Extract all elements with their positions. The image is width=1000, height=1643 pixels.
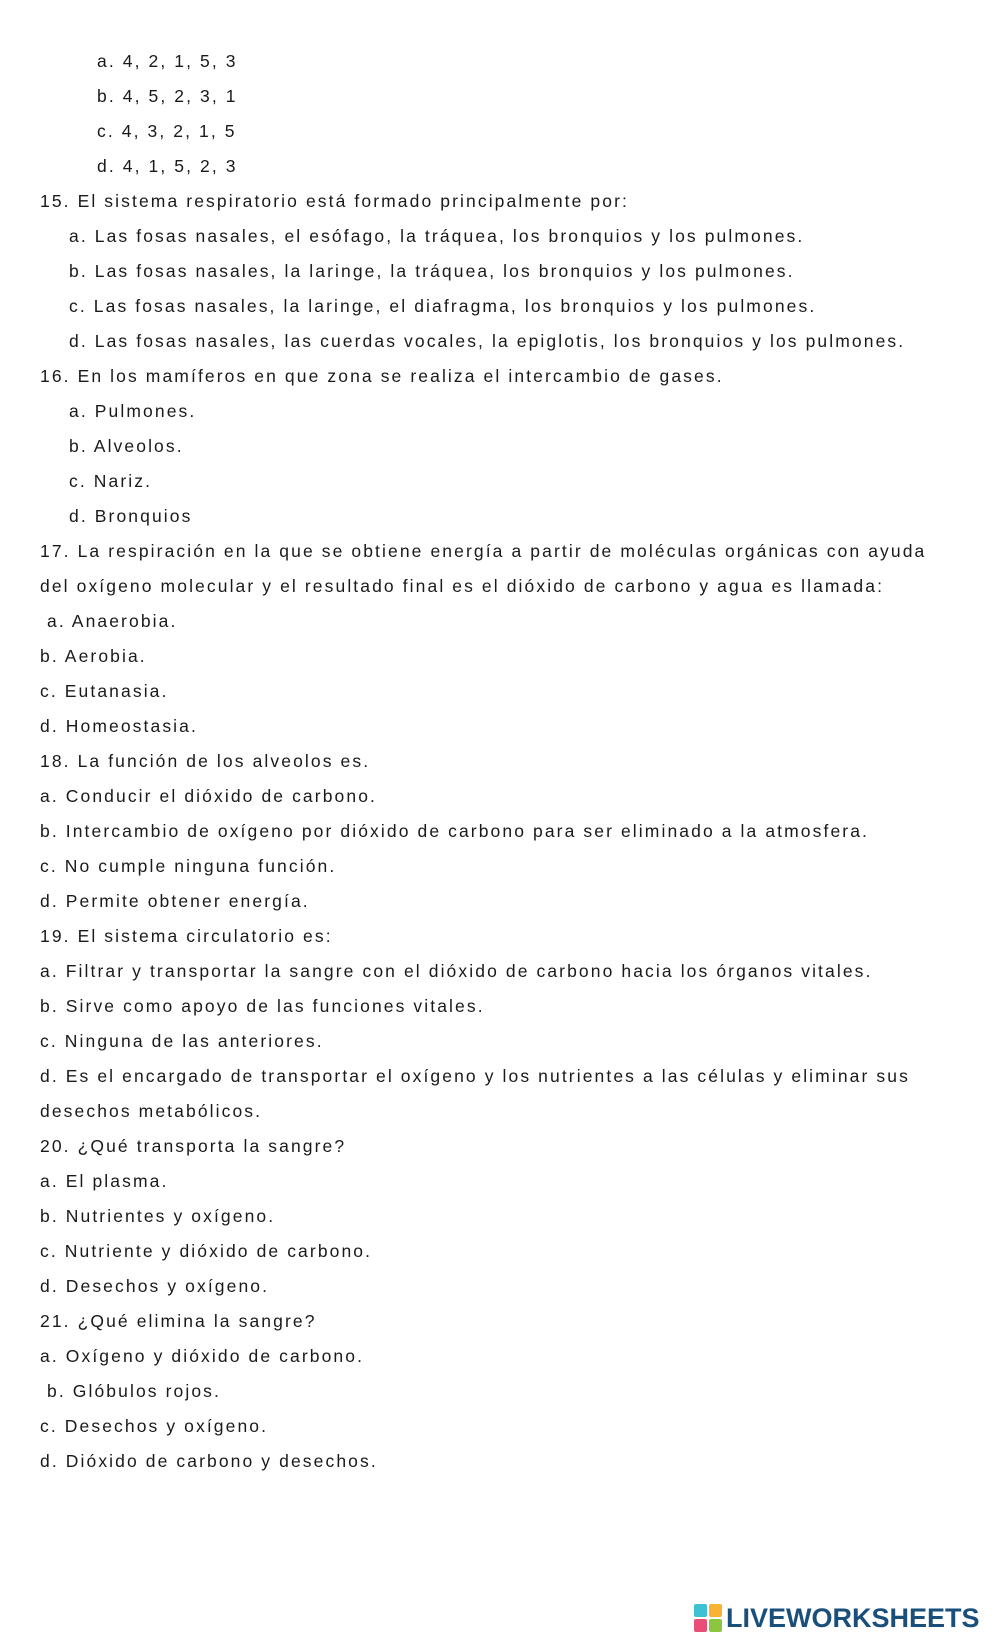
q17-option-b: b. Aerobia.	[40, 646, 147, 666]
q19-option-d-line-1: d. Es el encargado de transportar el oxígeno y los nutrientes a las células y eliminar sus	[40, 1066, 910, 1086]
q19-option-a: a. Filtrar y transportar la sangre con el dióxido de carbono hacia los órganos vitales.	[40, 961, 873, 981]
q18-option-b: b. Intercambio de oxígeno por dióxido de carbono para ser eliminado a la atmosfera.	[40, 821, 869, 841]
q16-question: 16. En los mamíferos en que zona se realiza el intercambio de gases.	[40, 366, 724, 386]
q14-option-a: a. 4, 2, 1, 5, 3	[97, 51, 238, 71]
q20-option-d: d. Desechos y oxígeno.	[40, 1276, 270, 1296]
q19-question: 19. El sistema circulatorio es:	[40, 926, 333, 946]
q19-option-b: b. Sirve como apoyo de las funciones vitales.	[40, 996, 485, 1016]
q14-option-c: c. 4, 3, 2, 1, 5	[97, 121, 237, 141]
q17-question-line-1: 17. La respiración en la que se obtiene energía a partir de moléculas orgánicas con ayuda	[40, 541, 927, 561]
q14-option-b: b. 4, 5, 2, 3, 1	[97, 86, 238, 106]
q18-option-c: c. No cumple ninguna función.	[40, 856, 337, 876]
q18-option-a: a. Conducir el dióxido de carbono.	[40, 786, 377, 806]
q17-option-a: a. Anaerobia.	[47, 611, 178, 631]
liveworksheets-brand	[694, 1601, 980, 1635]
q21-option-a: a. Oxígeno y dióxido de carbono.	[40, 1346, 365, 1366]
q19-option-c: c. Ninguna de las anteriores.	[40, 1031, 324, 1051]
q18-option-d: d. Permite obtener energía.	[40, 891, 310, 911]
q20-question: 20. ¿Qué transporta la sangre?	[40, 1136, 347, 1156]
q17-question-line-2: del oxígeno molecular y el resultado final es el dióxido de carbono y agua es llamada:	[40, 576, 885, 596]
q16-option-b: b. Alveolos.	[69, 436, 184, 456]
q15-option-d: d. Las fosas nasales, las cuerdas vocales, la epiglotis, los bronquios y los pulmones.	[69, 331, 906, 351]
q20-option-c: c. Nutriente y dióxido de carbono.	[40, 1241, 373, 1261]
q18-question: 18. La función de los alveolos es.	[40, 751, 371, 771]
q20-option-b: b. Nutrientes y oxígeno.	[40, 1206, 276, 1226]
q21-option-b: b. Glóbulos rojos.	[47, 1381, 221, 1401]
q16-option-c: c. Nariz.	[69, 471, 153, 491]
q14-option-d: d. 4, 1, 5, 2, 3	[97, 156, 238, 176]
q15-option-b: b. Las fosas nasales, la laringe, la tráquea, los bronquios y los pulmones.	[69, 261, 795, 281]
liveworksheets-logo-icon	[694, 1604, 722, 1632]
brand-name: LIVEWORKSHEETS	[726, 1602, 980, 1633]
q17-option-d: d. Homeostasia.	[40, 716, 198, 736]
q20-option-a: a. El plasma.	[40, 1171, 169, 1191]
q15-question: 15. El sistema respiratorio está formado principalmente por:	[40, 191, 629, 211]
q19-option-d-line-2: desechos metabólicos.	[40, 1101, 263, 1121]
q21-question: 21. ¿Qué elimina la sangre?	[40, 1311, 317, 1331]
q17-option-c: c. Eutanasia.	[40, 681, 169, 701]
q15-option-a: a. Las fosas nasales, el esófago, la tráquea, los bronquios y los pulmones.	[69, 226, 805, 246]
q21-option-c: c. Desechos y oxígeno.	[40, 1416, 269, 1436]
q16-option-a: a. Pulmones.	[69, 401, 197, 421]
q16-option-d: d. Bronquios	[69, 506, 193, 526]
q21-option-d: d. Dióxido de carbono y desechos.	[40, 1451, 378, 1471]
q15-option-c: c. Las fosas nasales, la laringe, el diafragma, los bronquios y los pulmones.	[69, 296, 817, 316]
